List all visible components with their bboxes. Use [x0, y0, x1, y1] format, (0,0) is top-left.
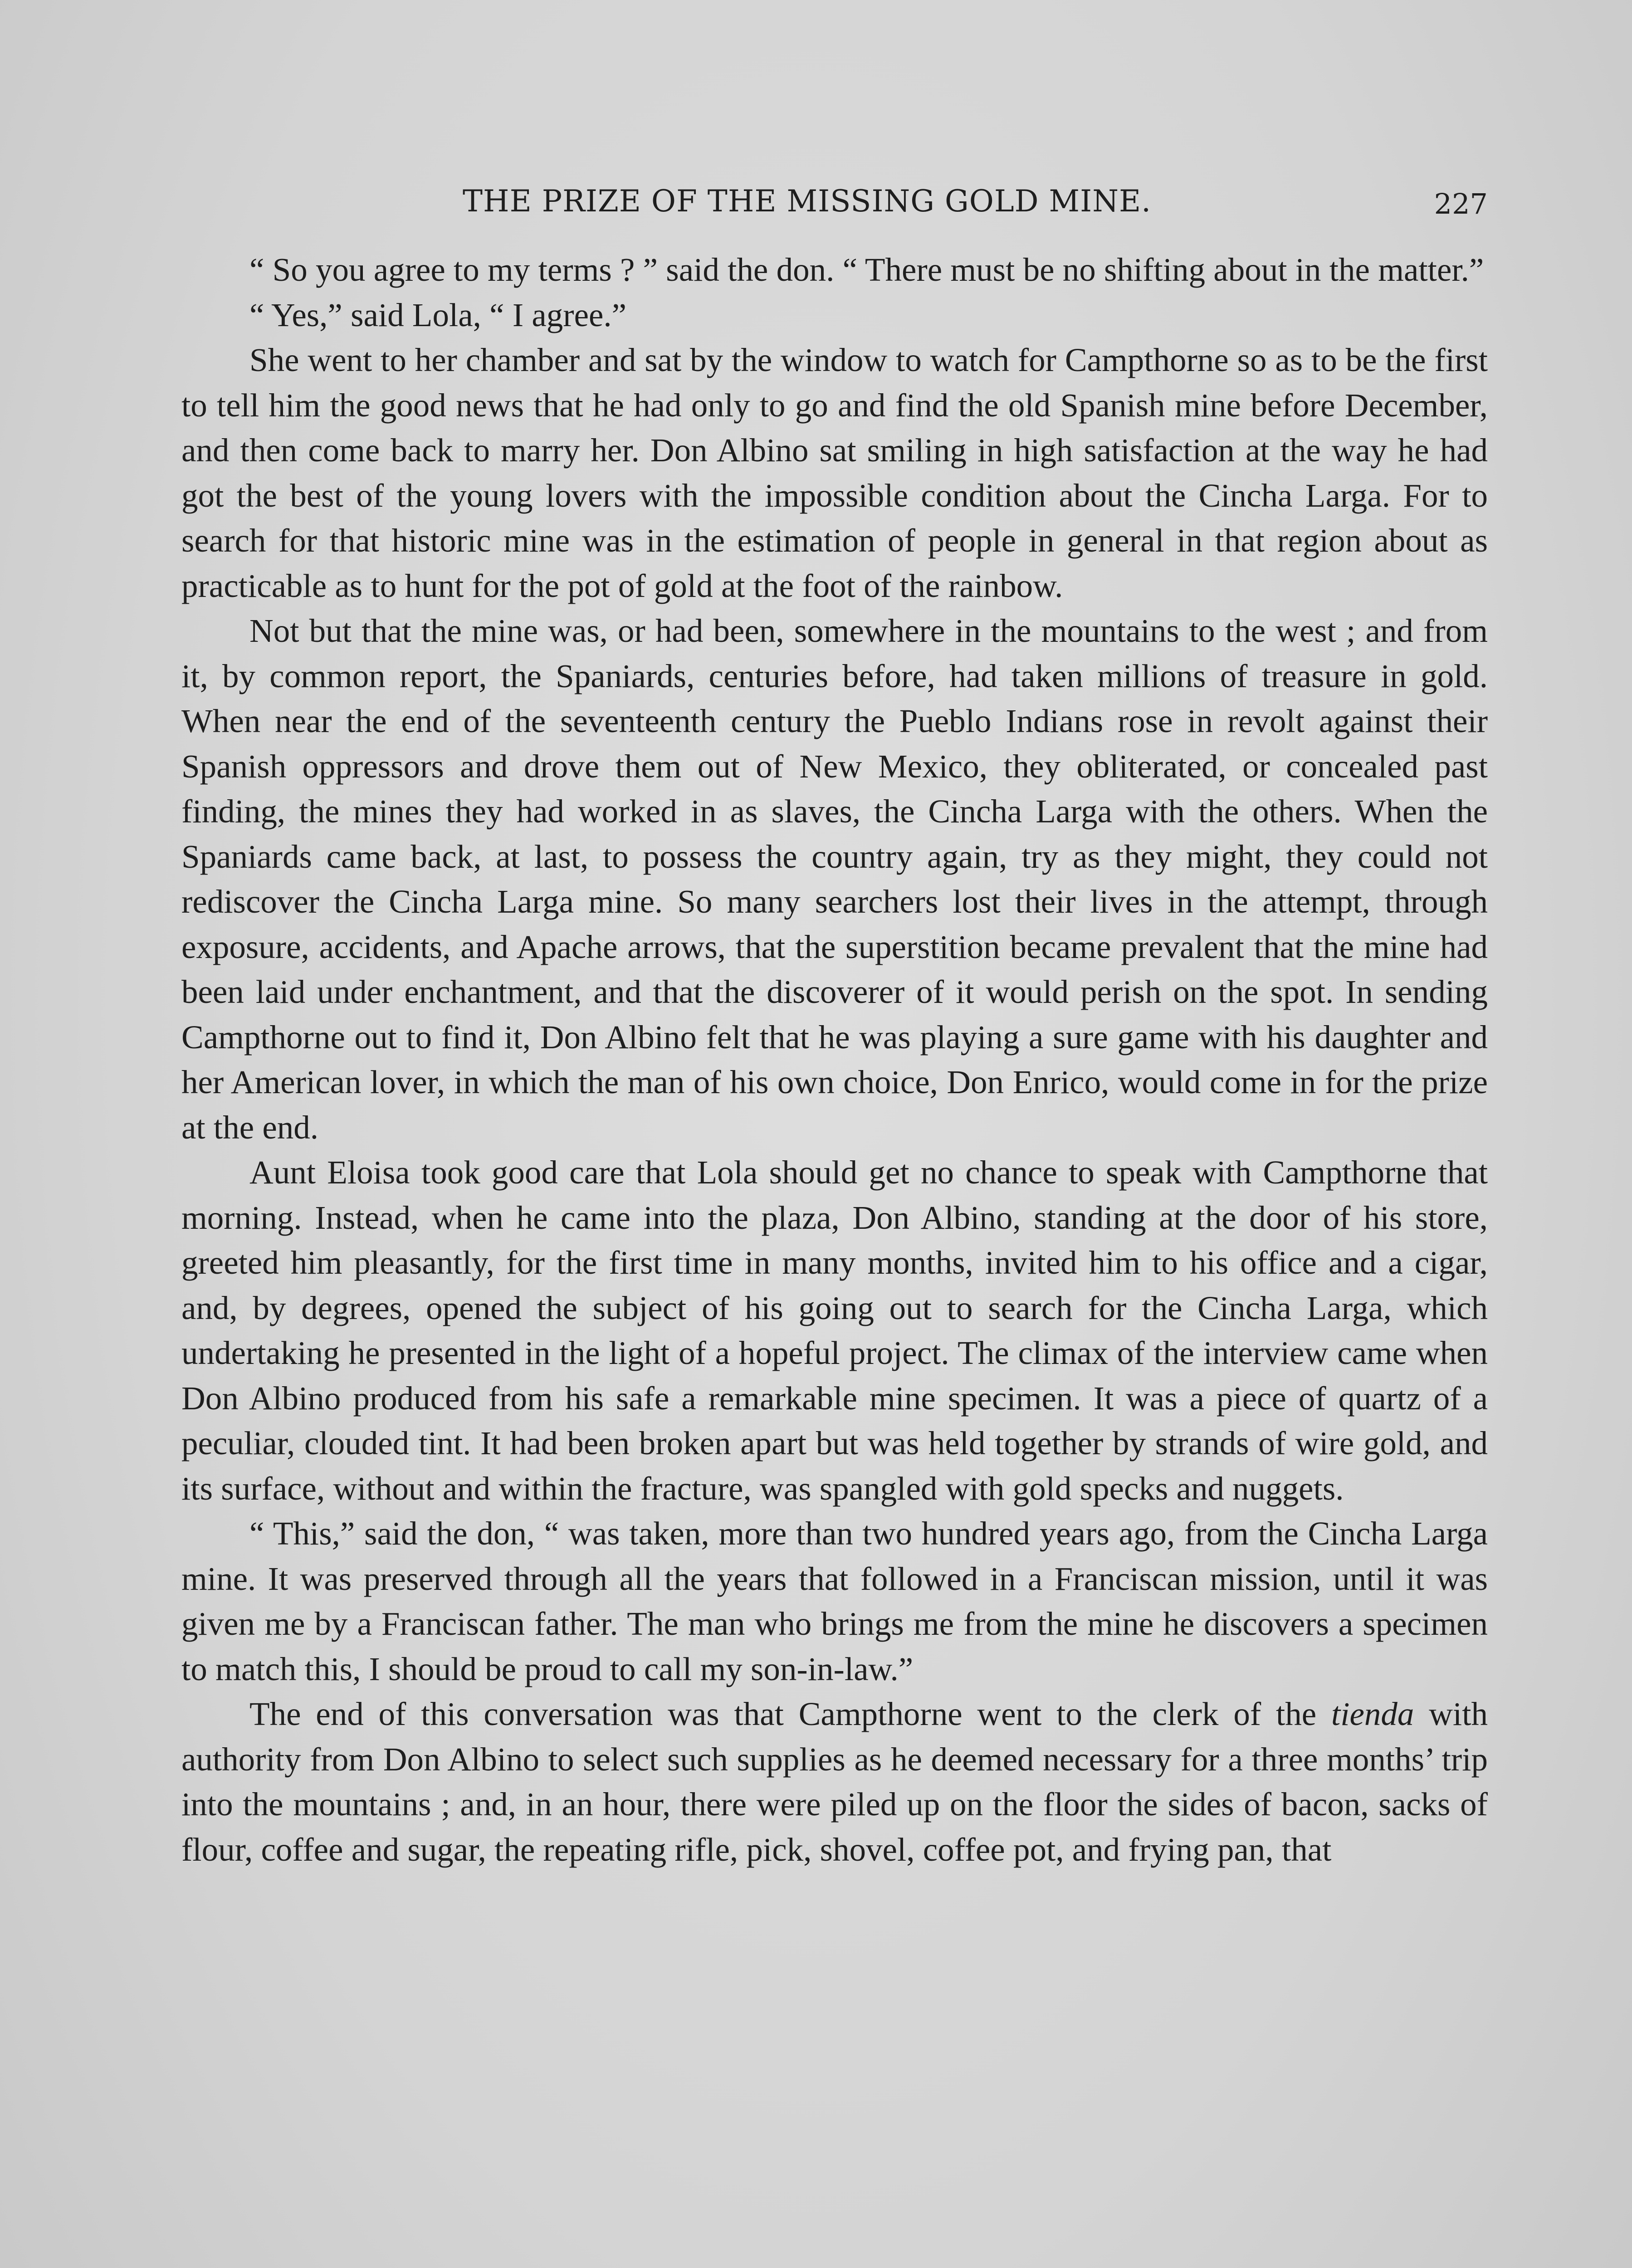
page-number: 227 [1434, 187, 1488, 220]
running-title: THE PRIZE OF THE MISSING GOLD MINE. [463, 184, 1152, 219]
paragraph: She went to her chamber and sat by the window to watch for Campthorne so as to be the first to tell him the good news that he had only to go and find the old Spanish mine before December, and then come back to marry her. Don Albino sat smiling in high satisfaction at the way he had got the best of the young lovers with the impossible condition about the Cincha Larga. For to search for that historic mine was in the estimation of people in general in that region about as practicable as to hunt for the pot of gold at the foot of the rainbow. [181, 342, 1488, 604]
paragraph: Not but that the mine was, or had been, somewhere in the mountains to the west ; and from it, by common report, the Spaniards, centuries before, had taken millions of treasure in gold. When near the end of the seventeenth century the Pueblo Indians rose in revolt against their Spanish oppressors and drove them out of New Mexico, they obliterated, or concealed past finding, the mines they had worked in as slaves, the Cincha Larga with the others. When the Spaniards came back, at last, to possess the country again, try as they might, they could not rediscover the Cincha Larga mine. So many searchers lost their lives in the attempt, through exposure, accidents, and Apache arrows, that the superstition became prevalent that the mine had been laid under enchantment, and that the discoverer of it would perish on the spot. In sending Campthorne out to find it, Don Albino felt that he was playing a sure game with his daughter and her American lover, in which the man of his own choice, Don Enrico, would come in for the prize at the end. [181, 612, 1488, 1146]
paragraph: “ So you agree to my terms ? ” said the don. “ There must be no shifting about in the matter.” [249, 251, 1484, 288]
paragraph: “ This,” said the don, “ was taken, more than two hundred years ago, from the Cincha Larga mine. It was preserved through all the years that followed in a Franciscan mission, until it was given me by a Franciscan father. The man who brings me from the mine he discovers a specimen to match this, I should be proud to call my son-in-law.” [181, 1515, 1488, 1687]
paragraph: Aunt Eloisa took good care that Lola should get no chance to speak with Campthorne that morning. Instead, when he came into the plaza, Don Albino, standing at the door of his store, greeted him pleasantly, for the first time in many months, invited him to his office and a cigar, and, by degrees, opened the subject of his going out to search for the Cincha Larga, which undertaking he presented in the light of a hopeful project. The climax of the interview came when Don Albino produced from his safe a remarkable mine specimen. It was a piece of quartz of a peculiar, clouded tint. It had been broken apart but was held together by strands of wire gold, and its surface, without and within the fracture, was spangled with gold specks and nuggets. [181, 1154, 1488, 1507]
italic-word: tienda [1331, 1696, 1414, 1732]
paragraph-text: The end of this conversation was that Campthorne went to the clerk of the [249, 1696, 1331, 1732]
paragraph-text: with authority from Don Albino to select such supplies as he deemed necessary for a three months’ trip into the mountains ; and, in an hour, there were piled up on the floor the sides of bacon, sacks of flour, coffee and sugar, the repeating rifle, pick, shovel, coffee pot, and frying pan, that [181, 1696, 1488, 1868]
paragraph [181, 1691, 1488, 1872]
page-header [181, 179, 1488, 229]
body-text [181, 247, 1488, 1872]
paragraph: “ Yes,” said Lola, “ I agree.” [249, 296, 627, 333]
